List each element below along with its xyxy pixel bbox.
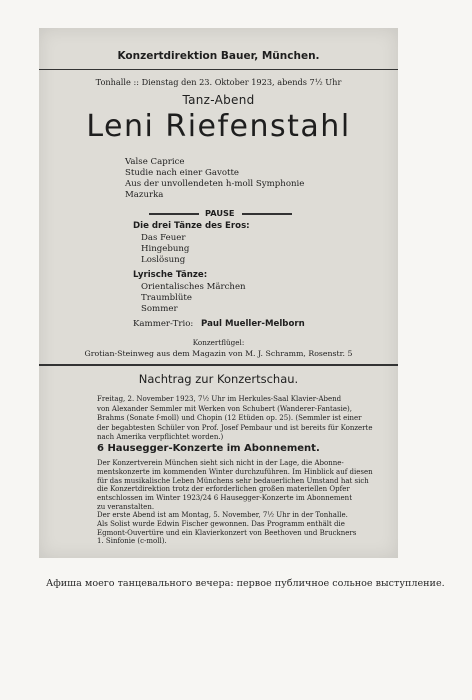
trio-line — [133, 320, 305, 329]
pause-rule-right — [242, 213, 292, 215]
eros-item: Hingebung — [141, 244, 190, 254]
pause-rule-left — [149, 213, 199, 215]
paragraph-line: mentskonzerte im kommenden Winter durchzuführen. Im Hinblick auf diesen — [97, 467, 373, 476]
paragraph-line: entschlossen im Winter 1923/24 6 Hausegger-Konzerte im Abonnement — [97, 494, 353, 503]
paragraph-line: Als Solist wurde Edwin Fischer gewonnen. Das Programm enthält die — [97, 519, 345, 528]
poster-scan — [39, 28, 398, 558]
trio-label: Kammer-Trio: — [133, 319, 194, 329]
supplement-title: Nachtrag zur Konzertschau. — [138, 372, 299, 386]
paragraph-line: Der erste Abend ist am Montag, 5. November, 7½ Uhr in der Tonhalle. — [97, 511, 348, 519]
piano-text: Grotian-Steinweg aus dem Magazin von M. J. Schramm, Rosenstr. 5 — [84, 349, 353, 358]
program-item: Aus der unvollendeten h-moll Symphonie — [125, 179, 305, 189]
photo-caption: Афиша моего танцевального вечера: первое публичное сольное выступление. — [46, 578, 445, 589]
performer-name: Leni Riefenstahl — [86, 109, 351, 144]
section-rule — [39, 364, 398, 366]
eros-heading: Die drei Tänze des Eros: — [133, 221, 250, 231]
program-item: Mazurka — [125, 190, 164, 200]
paragraph-line: die Konzertdirektion trotz der erforderlichen großen materiellen Opfer — [97, 485, 350, 494]
hausegger-title: 6 Hausegger-Konzerte im Abonnement. — [97, 443, 320, 454]
paragraph-line: Der Konzertverein München sieht sich nicht in der Lage, die Abonne- — [97, 459, 344, 467]
trio-name: Paul Mueller-Melborn — [201, 319, 305, 329]
event-title: Tanz-Abend — [182, 93, 255, 107]
pause-label: PAUSE — [205, 208, 235, 218]
date-line: Tonhalle :: Dienstag den 23. Oktober 1923, abends 7½ Uhr — [95, 77, 342, 87]
lyric-heading: Lyrische Tänze: — [133, 270, 208, 280]
paragraph-line: 1. Sinfonie (c-moll). — [97, 537, 167, 546]
paragraph-line: Egmont-Ouvertüre und ein Klavierkonzert von Beethoven und Bruckners — [97, 528, 357, 537]
paragraph-line: zu veranstalten. — [97, 503, 155, 511]
paragraph-line: Freitag, 2. November 1923, 7½ Uhr im Herkules-Saal Klavier-Abend — [97, 395, 342, 403]
paragraph-line: der begabtesten Schüler von Prof. Josef Pembaur und ist bereits für Konzerte — [97, 423, 373, 432]
paragraph-line: Brahms (Sonate f-moll) und Chopin (12 Etüden op. 25). (Semmler ist einer — [97, 414, 362, 422]
lyric-item: Sommer — [141, 304, 178, 314]
paragraph-line: von Alexander Semmler mit Werken von Schubert (Wanderer-Fantasie), — [97, 404, 352, 413]
poster-header: Konzertdirektion Bauer, München. — [117, 50, 320, 62]
program-item: Valse Caprice — [125, 157, 185, 167]
paragraph-line: nach Amerika verpflichtet worden.) — [97, 433, 224, 441]
piano-label: Konzertflügel: — [192, 338, 245, 347]
program-item: Studie nach einer Gavotte — [125, 168, 239, 178]
eros-item: Das Feuer — [141, 233, 186, 243]
lyric-item: Traumblüte — [141, 293, 192, 303]
lyric-item: Orientalisches Märchen — [141, 282, 246, 292]
header-rule — [39, 69, 398, 70]
eros-item: Loslösung — [141, 255, 186, 265]
paragraph-line: für das musikalische Leben Münchens sehr bedauerlichen Umstand hat sich — [97, 476, 369, 485]
